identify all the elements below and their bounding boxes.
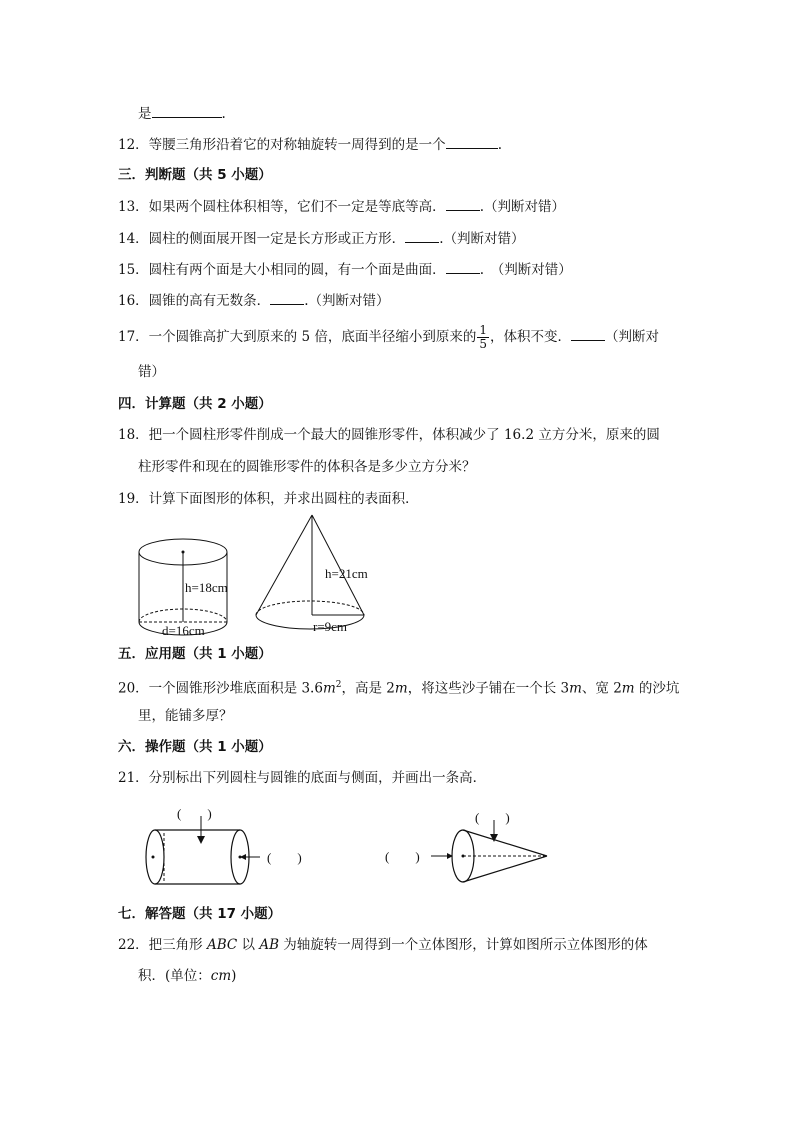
cylinder-side-answer[interactable]: ( ) [177,806,212,821]
question-17: 17．一个圆锥高扩大到原来的 5 倍，底面半径缩小到原来的 $\frac{1}{5}$ ，体积不变． （判断对 [118,323,659,351]
horizontal-cone [385,810,547,882]
question-16: 16．圆锥的高有无数条． .（判断对错） [118,290,389,311]
horizontal-cylinder [146,806,302,884]
answer-blank[interactable] [446,134,498,149]
cylinder-height-label: h=18cm [185,580,228,595]
cylinder-diameter-label: d=16cm [162,623,205,638]
cylinder-base-answer[interactable]: ( ) [267,850,302,865]
figure-label-cylinder-cone [135,800,575,895]
cone-radius-label: r=9cm [313,619,348,634]
question-21: 21．分别标出下列圆柱与圆锥的底面与侧面，并画出一条高． [118,770,487,786]
answer-blank[interactable] [405,228,439,243]
question-18: 18．把一个圆柱形零件削成一个最大的圆锥形零件，体积减少了 16.2 立方分米，原来的圆 [118,427,660,443]
cone-side-answer[interactable]: ( ) [475,810,510,825]
section-heading-operation: 六．操作题（共 1 小题） [118,739,272,755]
question-17-continuation: 错） [138,364,165,380]
question-20-continuation: 里，能铺多厚？ [138,708,233,724]
answer-blank[interactable] [571,326,605,341]
fraction-one-fifth: $\frac{1}{5}$ [479,323,487,351]
question-12: 12．等腰三角形沿着它的对称轴旋转一周得到的是一个 . [118,134,502,155]
section-heading-calculation: 四．计算题（共 2 小题） [118,396,272,412]
answer-blank[interactable] [152,103,222,118]
cylinder-figure [139,539,228,638]
cone-base-answer[interactable]: ( ) [385,849,420,864]
question-14: 14．圆柱的侧面展开图一定是长方形或正方形． .（判断对错） [118,228,524,249]
section-heading-solution: 七．解答题（共 17 小题） [118,906,282,922]
question-22-continuation: 积．(单位：cm) [138,968,237,984]
answer-blank[interactable] [446,196,480,211]
question-22: 22．把三角形 ABC 以 AB 为轴旋转一周得到一个立体图形，计算如图所示立体图形的体 [118,937,648,953]
answer-blank[interactable] [446,259,480,274]
question-18-continuation: 柱形零件和现在的圆锥形零件的体积各是多少立方分米？ [138,459,476,475]
question-19: 19．计算下面图形的体积，并求出圆柱的表面积． [118,491,419,507]
cone-height-label: h=21cm [325,566,368,581]
question-13: 13．如果两个圆柱体积相等，它们不一定是等底等高． .（判断对错） [118,196,565,217]
figure-cylinder-cone [130,512,380,642]
question-15: 15．圆柱有两个面是大小相同的圆，有一个面是曲面． . （判断对错） [118,259,572,280]
cone-figure [256,515,368,634]
answer-blank[interactable] [270,290,304,305]
q11-continuation: 是 . [138,103,226,124]
section-heading-judgement: 三．判断题（共 5 小题） [118,167,272,183]
question-20: 20．一个圆锥形沙堆底面积是 $3.6m^2$，高是 2m，将这些沙子铺在一个长 3m、宽 2m 的沙坑 [118,680,680,697]
section-heading-application: 五．应用题（共 1 小题） [118,646,272,662]
